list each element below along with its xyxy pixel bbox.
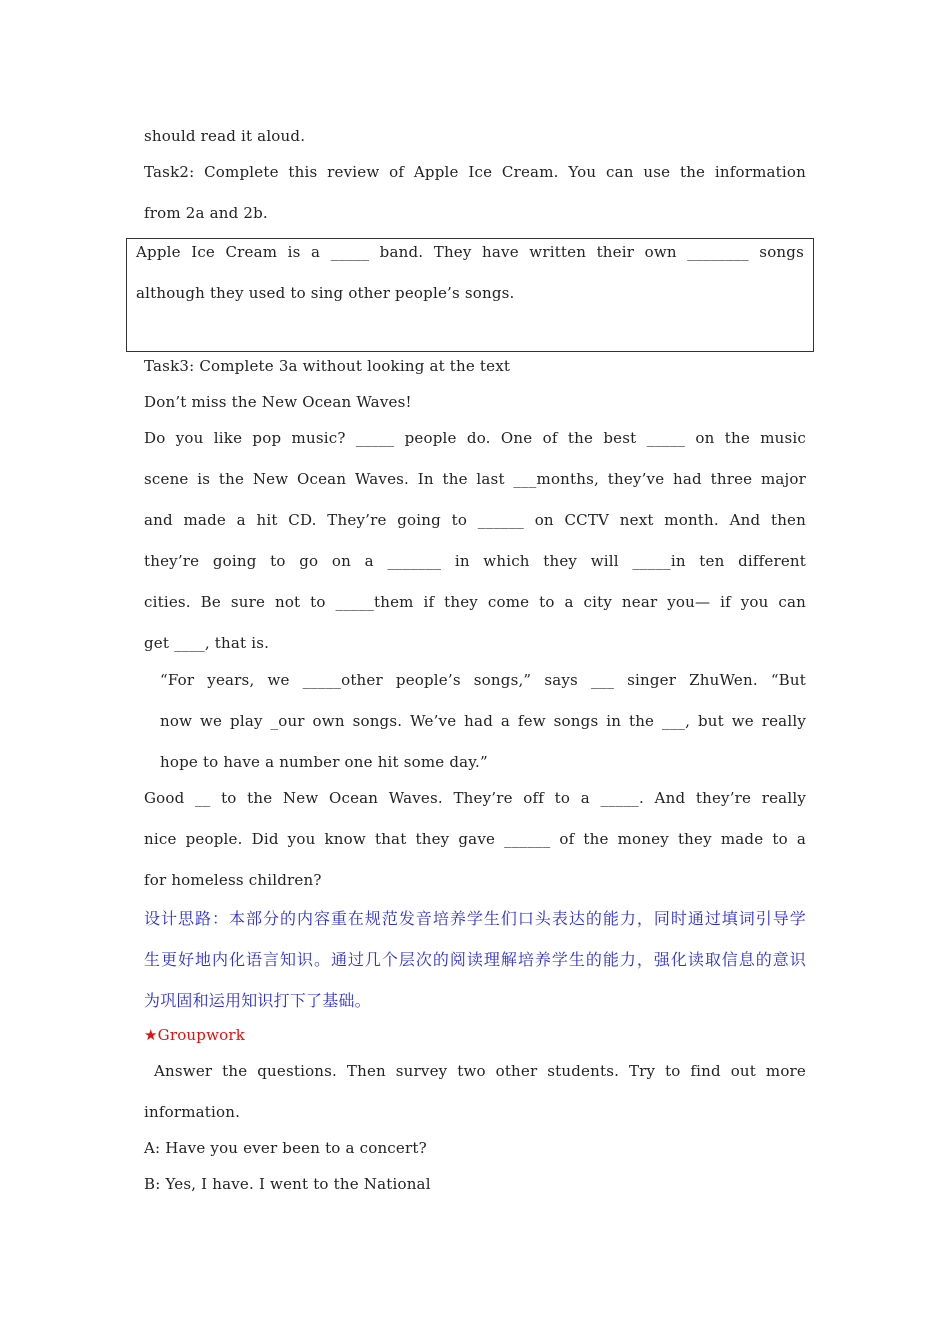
article-line: “For years, we _____other people’s songs,” says ___ singer ZhuWen. “But bbox=[160, 671, 806, 689]
text-line: should read it aloud. bbox=[144, 127, 306, 145]
text-line: from 2a and 2b. bbox=[144, 204, 268, 222]
article-line: hope to have a number one hit some day.” bbox=[160, 753, 488, 771]
design-note-line: 生更好地内化语言知识。通过几个层次的阅读理解培养学生的能力，强化读取信息的意识 bbox=[144, 950, 806, 969]
task3-heading: Task3: Complete 3a without looking at the text bbox=[144, 357, 511, 375]
article-line: for homeless children? bbox=[144, 871, 322, 889]
dialogue-line: A: Have you ever been to a concert? bbox=[144, 1139, 427, 1157]
groupwork-line: Answer the questions. Then survey two other students. Try to find out more bbox=[154, 1062, 806, 1080]
article-line: they’re going to go on a _______ in which they will _____in ten different bbox=[144, 552, 806, 570]
review-line: although they used to sing other people’s songs. bbox=[136, 284, 515, 302]
article-line: cities. Be sure not to _____them if they come to a city near you— if you can bbox=[144, 593, 806, 611]
task2-heading: Task2: Complete this review of Apple Ice Cream. You can use the information bbox=[144, 163, 806, 181]
article-line: and made a hit CD. They’re going to ______ on CCTV next month. And then bbox=[144, 511, 806, 529]
review-box bbox=[126, 238, 814, 352]
review-line: Apple Ice Cream is a _____ band. They have written their own ________ songs bbox=[136, 243, 804, 261]
dialogue-line: B: Yes, I have. I went to the National bbox=[144, 1175, 431, 1193]
design-note-line: 为巩固和运用知识打下了基础。 bbox=[144, 991, 371, 1010]
article-line: now we play _our own songs. We’ve had a few songs in the ___, but we really bbox=[160, 712, 806, 730]
article-line: nice people. Did you know that they gave ______ of the money they made to a bbox=[144, 830, 806, 848]
groupwork-line: information. bbox=[144, 1103, 241, 1121]
groupwork-heading: ★Groupwork bbox=[144, 1026, 246, 1044]
article-line: Good __ to the New Ocean Waves. They’re off to a _____. And they’re really bbox=[144, 789, 806, 807]
design-note-line: 设计思路：本部分的内容重在规范发音培养学生们口头表达的能力，同时通过填词引导学 bbox=[144, 909, 806, 928]
article-line: scene is the New Ocean Waves. In the last ___months, they’ve had three major bbox=[144, 470, 806, 488]
article-line: Do you like pop music? _____ people do. One of the best _____ on the music bbox=[144, 429, 806, 447]
article-line: get ____, that is. bbox=[144, 634, 270, 652]
article-title: Don’t miss the New Ocean Waves! bbox=[144, 393, 412, 411]
